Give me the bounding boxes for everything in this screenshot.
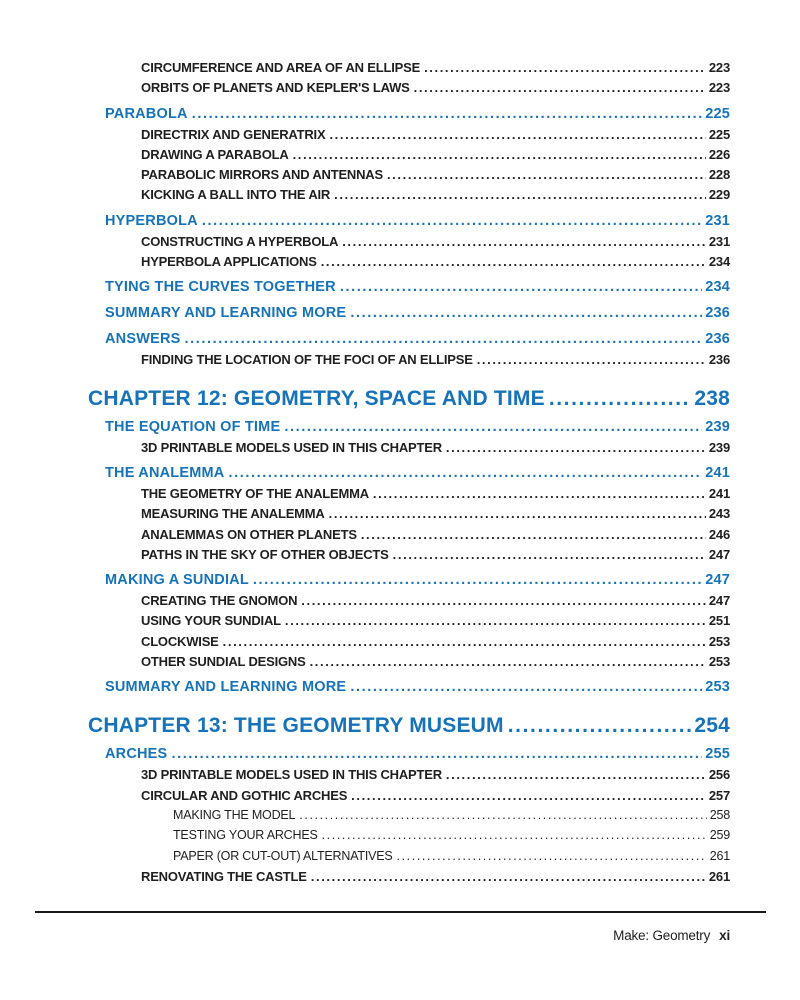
dot-leader (549, 387, 692, 411)
dot-leader (342, 234, 706, 249)
toc-entry-label: DRAWING A PARABOLA (141, 146, 289, 162)
toc-entry-page: 229 (708, 187, 730, 203)
toc-entry (88, 613, 730, 633)
toc-entry-page: 234 (705, 279, 730, 296)
toc-entry-label: TYING THE CURVES TOGETHER (105, 279, 336, 296)
dot-leader (253, 572, 702, 588)
toc-entry (88, 234, 730, 254)
toc-entry (88, 254, 730, 274)
toc-entry-label: PARABOLIC MIRRORS AND ANTENNAS (141, 167, 383, 183)
dot-leader (192, 106, 703, 122)
toc-entry-page: 253 (708, 654, 730, 670)
toc-entry (88, 486, 730, 506)
toc-entry-page: 259 (709, 828, 730, 843)
toc-entry-page: 223 (708, 60, 730, 75)
toc-entry-label: MAKING A SUNDIAL (105, 572, 249, 589)
toc-entry-page: 261 (709, 848, 730, 863)
toc-entry (88, 547, 730, 567)
toc-entry-page: 255 (705, 746, 730, 763)
dot-leader (446, 440, 706, 455)
dot-leader (329, 506, 706, 521)
toc-entry-label: ANALEMMAS ON OTHER PLANETS (141, 526, 357, 542)
footer-rule (35, 911, 766, 913)
page-footer (88, 928, 730, 943)
toc-entry-label: OTHER SUNDIAL DESIGNS (141, 654, 306, 670)
toc-entry-label: CHAPTER 12: GEOMETRY, SPACE AND TIME (88, 386, 545, 410)
dot-leader (299, 808, 706, 822)
toc-chapter-heading (88, 714, 730, 741)
toc-entry-label: CHAPTER 13: THE GEOMETRY MUSEUM (88, 714, 504, 738)
toc-entry (88, 187, 730, 207)
toc-entry (88, 527, 730, 547)
toc-entry (88, 506, 730, 526)
toc-entry-page: 231 (705, 212, 730, 229)
toc-entry-label: 3D PRINTABLE MODELS USED IN THIS CHAPTER (141, 767, 442, 783)
dot-leader (334, 187, 706, 202)
toc-entry (88, 593, 730, 613)
toc-entry-label: PAPER (OR CUT-OUT) ALTERNATIVES (173, 848, 393, 863)
toc-entry-label: THE EQUATION OF TIME (105, 418, 281, 435)
toc-entry-label: THE ANALEMMA (105, 464, 225, 481)
toc-entry (88, 419, 730, 440)
toc-entry (88, 440, 730, 460)
toc-entry (88, 147, 730, 167)
toc-entry (88, 60, 730, 80)
toc-entry (88, 127, 730, 147)
toc-entry-page: 236 (705, 305, 730, 322)
dot-leader (293, 147, 706, 162)
dot-leader (340, 279, 702, 295)
toc-entry-page: 243 (708, 506, 730, 522)
toc-entry-page: 228 (708, 167, 730, 183)
toc-entry-page: 257 (708, 787, 730, 803)
toc-entry-label: FINDING THE LOCATION OF THE FOCI OF AN ELLIPSE (141, 352, 473, 368)
toc-entry-label: CLOCKWISE (141, 633, 219, 649)
toc-entry (88, 869, 730, 889)
dot-leader (387, 167, 706, 182)
toc-entry-label: MAKING THE MODEL (173, 807, 296, 822)
dot-leader (350, 305, 702, 321)
toc-entry-label: THE GEOMETRY OF THE ANALEMMA (141, 485, 369, 501)
toc-entry-page: 261 (708, 868, 730, 884)
toc-entry-page: 251 (708, 613, 730, 629)
toc-entry-label: TESTING YOUR ARCHES (173, 828, 318, 843)
footer-book-title: Make: Geometry (613, 928, 711, 943)
toc-entry-page: 247 (708, 546, 730, 562)
toc-list (88, 60, 730, 889)
toc-entry-page: 241 (705, 464, 730, 481)
toc-entry-page: 258 (709, 807, 730, 822)
toc-entry-page: 246 (708, 526, 730, 542)
toc-entry (88, 746, 730, 767)
toc-entry-label: DIRECTRIX AND GENERATRIX (141, 126, 326, 142)
dot-leader (185, 331, 703, 347)
toc-entry-label: CREATING THE GNOMON (141, 593, 298, 609)
toc-entry-page: 234 (708, 254, 730, 270)
toc-entry-page: 226 (708, 146, 730, 162)
toc-entry-page: 241 (708, 485, 730, 501)
toc-entry-page: 247 (708, 593, 730, 609)
dot-leader (228, 465, 702, 481)
dot-leader (393, 547, 706, 562)
dot-leader (361, 527, 706, 542)
toc-entry-label: ORBITS OF PLANETS AND KEPLER'S LAWS (141, 80, 410, 96)
toc-entry (88, 572, 730, 593)
dot-leader (446, 767, 706, 782)
toc-entry (88, 106, 730, 127)
toc-entry-page: 238 (694, 386, 730, 410)
dot-leader (301, 593, 706, 608)
dot-leader (508, 714, 692, 738)
toc-entry-label: ARCHES (105, 746, 168, 763)
toc-entry (88, 213, 730, 234)
toc-entry (88, 828, 730, 848)
toc-entry-page: 225 (708, 126, 730, 142)
toc-entry-label: USING YOUR SUNDIAL (141, 613, 281, 629)
toc-entry-page: 247 (705, 572, 730, 589)
toc-entry-page: 239 (708, 439, 730, 455)
toc-entry-label: 3D PRINTABLE MODELS USED IN THIS CHAPTER (141, 439, 442, 455)
dot-leader (223, 634, 706, 649)
toc-entry (88, 331, 730, 352)
dot-leader (397, 849, 707, 863)
toc-entry (88, 634, 730, 654)
toc-entry-label: PARABOLA (105, 105, 188, 122)
toc-entry (88, 767, 730, 787)
footer-page-number: xi (719, 928, 730, 943)
dot-leader (477, 352, 706, 367)
dot-leader (311, 869, 706, 884)
toc-entry-label: CIRCULAR AND GOTHIC ARCHES (141, 787, 348, 803)
toc-entry (88, 305, 730, 326)
toc-entry-label: ANSWERS (105, 331, 181, 348)
dot-leader (285, 613, 706, 628)
dot-leader (329, 127, 705, 142)
toc-entry-page: 223 (708, 80, 730, 96)
dot-leader (424, 60, 706, 75)
toc-chapter-heading (88, 387, 730, 414)
toc-entry-page: 254 (694, 714, 730, 738)
toc-entry (88, 80, 730, 100)
toc-entry-label: MEASURING THE ANALEMMA (141, 506, 325, 522)
toc-entry-page: 236 (708, 352, 730, 368)
toc-entry (88, 654, 730, 674)
toc-entry-page: 231 (708, 233, 730, 249)
toc-entry-label: PATHS IN THE SKY OF OTHER OBJECTS (141, 546, 389, 562)
dot-leader (414, 80, 706, 95)
toc-entry-label: HYPERBOLA APPLICATIONS (141, 254, 317, 270)
toc-entry-label: SUMMARY AND LEARNING MORE (105, 305, 347, 322)
toc-entry-label: HYPERBOLA (105, 212, 198, 229)
toc-entry (88, 279, 730, 300)
toc-entry (88, 849, 730, 869)
toc-entry-page: 239 (705, 418, 730, 435)
toc-entry-page: 253 (705, 679, 730, 696)
toc-entry-label: CONSTRUCTING A HYPERBOLA (141, 233, 339, 249)
toc-entry-label: KICKING A BALL INTO THE AIR (141, 187, 331, 203)
toc-entry-label: RENOVATING THE CASTLE (141, 868, 307, 884)
dot-leader (351, 788, 706, 803)
dot-leader (202, 213, 702, 229)
dot-leader (171, 746, 702, 762)
dot-leader (284, 419, 702, 435)
dot-leader (322, 828, 707, 842)
toc-entry (88, 808, 730, 828)
toc-entry-page: 236 (705, 331, 730, 348)
toc-entry-page: 256 (708, 767, 730, 783)
dot-leader (350, 679, 702, 695)
dot-leader (373, 486, 706, 501)
toc-entry (88, 167, 730, 187)
toc-entry-page: 225 (705, 105, 730, 122)
toc-entry (88, 679, 730, 700)
dot-leader (310, 654, 706, 669)
toc-entry-label: SUMMARY AND LEARNING MORE (105, 679, 347, 696)
toc-entry (88, 352, 730, 372)
toc-entry (88, 788, 730, 808)
toc-entry (88, 465, 730, 486)
toc-entry-page: 253 (708, 633, 730, 649)
toc-entry-label: CIRCUMFERENCE AND AREA OF AN ELLIPSE (141, 60, 421, 75)
dot-leader (321, 254, 706, 269)
